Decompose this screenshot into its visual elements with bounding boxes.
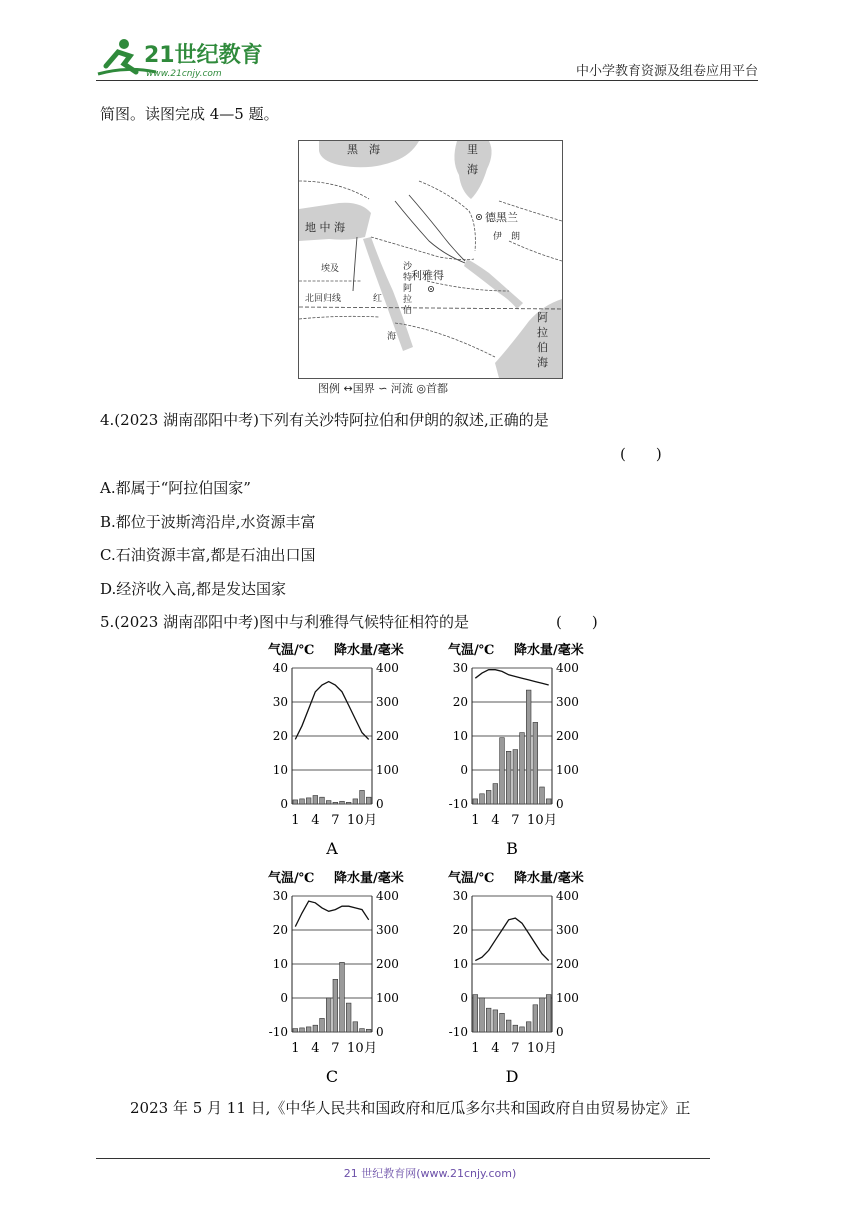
temperature-line — [475, 918, 548, 961]
x-tick-label: 10 — [347, 1041, 364, 1056]
site-logo — [96, 36, 266, 80]
temp-tick-label: 0 — [460, 763, 468, 777]
x-tick-label: 1 — [471, 1041, 480, 1056]
x-tick-label: 4 — [491, 1041, 500, 1056]
precip-bar — [473, 995, 478, 1032]
temp-tick-label: 30 — [452, 889, 468, 903]
map-label-mediterranean: 地 中 海 — [305, 221, 345, 234]
precip-tick-label: 100 — [556, 991, 579, 1005]
temp-tick-label: 20 — [452, 695, 468, 709]
precip-tick-label: 300 — [376, 923, 399, 937]
footer-divider — [96, 1158, 710, 1159]
map-label-arabian-sea-char: 阿 — [537, 311, 548, 324]
x-unit-label: 月 — [544, 1041, 558, 1056]
logo-text: 21世纪教育 — [144, 43, 263, 68]
map-label-iran: 伊 朗 — [493, 232, 521, 242]
precip-bar — [340, 962, 345, 1032]
precip-bar — [473, 799, 478, 804]
x-tick-label: 1 — [471, 813, 480, 828]
temperature-line — [295, 682, 368, 740]
y-axis-label: 气温/℃ — [448, 871, 495, 886]
chart-title: B — [506, 839, 518, 858]
precip-tick-label: 0 — [376, 797, 384, 811]
logo-url: www.21cnjy.com — [146, 69, 222, 79]
climate-chart-C — [268, 870, 404, 1086]
x-tick-label: 1 — [291, 813, 300, 828]
temp-tick-label: 10 — [452, 957, 468, 971]
q4-stem: 4.(2023 湖南邵阳中考)下列有关沙特阿拉伯和伊朗的叙述,正确的是 — [100, 411, 549, 429]
climate-chart-A — [268, 642, 404, 858]
precip-bar — [346, 1003, 351, 1032]
precip-tick-label: 200 — [376, 729, 399, 743]
map-label-saudi-char: 拉 — [403, 295, 413, 305]
precip-bar — [346, 802, 351, 804]
precip-bar — [300, 1028, 305, 1032]
precip-bar — [293, 1029, 298, 1032]
temp-tick-label: 0 — [280, 797, 288, 811]
map-label-red-sea-2: 海 — [387, 332, 397, 342]
map-label-saudi-char: 特 — [403, 273, 413, 283]
map-label-saudi-char: 阿 — [403, 284, 413, 294]
temp-tick-label: 20 — [272, 923, 288, 937]
x-unit-label: 月 — [364, 813, 378, 828]
header-tagline: 中小学教育资源及组卷应用平台 — [575, 64, 758, 79]
temp-tick-label: 20 — [452, 923, 468, 937]
temperature-line — [475, 670, 548, 685]
precip-tick-label: 400 — [556, 889, 579, 903]
precip-bar — [326, 801, 331, 804]
precip-bar — [306, 1027, 311, 1032]
precip-bar — [533, 722, 538, 804]
precip-tick-label: 400 — [556, 661, 579, 675]
precip-tick-label: 100 — [376, 763, 399, 777]
precip-bar — [480, 794, 485, 804]
temp-tick-label: 10 — [272, 957, 288, 971]
precip-tick-label: 200 — [376, 957, 399, 971]
precip-bar — [540, 998, 545, 1032]
precip-bar — [313, 1025, 318, 1032]
q4-option-c: C.石油资源丰富,都是石油出口国 — [100, 546, 316, 564]
x-tick-label: 7 — [331, 1041, 340, 1056]
precip-bar — [293, 800, 298, 804]
map-label-saudi-char: 沙 — [403, 262, 413, 272]
temp-tick-label: 10 — [272, 763, 288, 777]
precip-bar — [360, 790, 365, 804]
map-label-egypt: 埃及 — [321, 264, 340, 274]
header-divider — [96, 80, 758, 81]
intro-text: 简图。读图完成 4—5 题。 — [100, 105, 279, 123]
precip-bar — [313, 796, 318, 805]
footer-text: 21 世纪教育网(www.21cnjy.com) — [343, 1167, 517, 1180]
precip-bar — [500, 1013, 505, 1032]
x-tick-label: 7 — [511, 813, 520, 828]
precip-bar — [540, 787, 545, 804]
map-label-tehran: 德黑兰 — [485, 211, 518, 224]
y2-axis-label: 降水量/毫米 — [334, 871, 404, 886]
precip-bar — [300, 799, 305, 804]
precip-bar — [500, 738, 505, 804]
map-label-arabian-sea-char: 海 — [537, 356, 548, 369]
precip-bar — [513, 750, 518, 804]
precip-bar — [340, 801, 345, 804]
map-label-saudi-char: 伯 — [403, 306, 413, 316]
precip-bar — [533, 1005, 538, 1032]
precip-bar — [353, 799, 358, 804]
map-label-arabian-sea-char: 拉 — [537, 326, 548, 339]
precip-bar — [493, 784, 498, 804]
map-label-tropic: 北回归线 — [305, 294, 342, 304]
precip-tick-label: 0 — [376, 1025, 384, 1039]
precip-bar — [333, 979, 338, 1032]
y2-axis-label: 降水量/毫米 — [514, 871, 584, 886]
precip-tick-label: 200 — [556, 729, 579, 743]
precip-bar — [526, 690, 531, 804]
middle-east-map — [298, 140, 563, 379]
paragraph-text: 2023 年 5 月 11 日,《中华人民共和国政府和厄瓜多尔共和国政府自由贸易协定》正 — [130, 1099, 691, 1117]
x-tick-label: 1 — [291, 1041, 300, 1056]
precip-tick-label: 300 — [376, 695, 399, 709]
q4-option-a: A.都属于“阿拉伯国家” — [100, 479, 251, 497]
temp-tick-label: 30 — [272, 695, 288, 709]
climate-charts — [262, 640, 602, 1090]
x-tick-label: 7 — [511, 1041, 520, 1056]
precip-bar — [326, 998, 331, 1032]
map-label-red-sea-1: 红 — [373, 294, 383, 304]
precip-bar — [486, 790, 491, 804]
chart-title: D — [505, 1067, 519, 1086]
precip-bar — [360, 1029, 365, 1032]
precip-bar — [480, 998, 485, 1032]
precip-bar — [506, 751, 511, 804]
temperature-line — [295, 901, 368, 927]
precip-bar — [306, 798, 311, 804]
climate-chart-D — [448, 870, 584, 1086]
chart-title: A — [326, 839, 338, 858]
temp-tick-label: 20 — [272, 729, 288, 743]
x-tick-label: 4 — [311, 1041, 320, 1056]
x-tick-label: 10 — [527, 813, 544, 828]
precip-tick-label: 300 — [556, 923, 579, 937]
x-tick-label: 10 — [527, 1041, 544, 1056]
temp-tick-label: 30 — [452, 661, 468, 675]
y-axis-label: 气温/℃ — [268, 643, 315, 658]
temp-tick-label: 0 — [280, 991, 288, 1005]
temp-tick-label: 30 — [272, 889, 288, 903]
map-label-riyadh: 利雅得 — [411, 269, 444, 282]
precip-tick-label: 100 — [376, 991, 399, 1005]
precip-tick-label: 400 — [376, 661, 399, 675]
precip-bar — [506, 1020, 511, 1032]
precip-bar — [493, 1010, 498, 1032]
q4-option-b: B.都位于波斯湾沿岸,水资源丰富 — [100, 513, 316, 531]
temp-tick-label: -10 — [448, 1025, 468, 1039]
precip-bar — [320, 797, 325, 804]
precip-tick-label: 0 — [556, 797, 564, 811]
precip-bar — [333, 802, 338, 804]
precip-bar — [520, 1027, 525, 1032]
q4-option-d: D.经济收入高,都是发达国家 — [100, 580, 287, 598]
x-tick-label: 10 — [347, 813, 364, 828]
map-legend: 图例 ↔国界 ∽ 河流 ◎首都 — [318, 382, 449, 395]
precip-bar — [520, 733, 525, 804]
q5-stem: 5.(2023 湖南邵阳中考)图中与利雅得气候特征相符的是 — [100, 613, 469, 631]
q5-answer-blank: ( ) — [556, 613, 598, 631]
precip-bar — [546, 995, 551, 1032]
y2-axis-label: 降水量/毫米 — [514, 643, 584, 658]
x-tick-label: 7 — [331, 813, 340, 828]
precip-tick-label: 400 — [376, 889, 399, 903]
precip-bar — [320, 1018, 325, 1032]
temp-tick-label: 0 — [460, 991, 468, 1005]
map-label-caspian-2: 海 — [467, 163, 478, 176]
precip-tick-label: 200 — [556, 957, 579, 971]
arabian-sea — [495, 299, 562, 378]
y-axis-label: 气温/℃ — [448, 643, 495, 658]
y2-axis-label: 降水量/毫米 — [334, 643, 404, 658]
precip-bar — [366, 797, 371, 804]
q4-answer-blank: ( ) — [620, 445, 662, 463]
temp-tick-label: -10 — [268, 1025, 288, 1039]
precip-tick-label: 300 — [556, 695, 579, 709]
precip-tick-label: 0 — [556, 1025, 564, 1039]
x-tick-label: 4 — [491, 813, 500, 828]
temp-tick-label: -10 — [448, 797, 468, 811]
map-label-arabian-sea-char: 伯 — [537, 341, 548, 354]
precip-tick-label: 100 — [556, 763, 579, 777]
map-label-black-sea: 黑 海 — [347, 143, 380, 156]
x-tick-label: 4 — [311, 813, 320, 828]
precip-bar — [353, 1022, 358, 1032]
precip-bar — [526, 1022, 531, 1032]
chart-title: C — [325, 1067, 339, 1086]
persian-gulf — [464, 259, 523, 309]
precip-bar — [513, 1025, 518, 1032]
temp-tick-label: 10 — [452, 729, 468, 743]
x-unit-label: 月 — [544, 813, 558, 828]
x-unit-label: 月 — [364, 1041, 378, 1056]
map-label-caspian: 里 — [467, 143, 478, 156]
temp-tick-label: 40 — [272, 661, 288, 675]
precip-bar — [546, 799, 551, 804]
precip-bar — [486, 1008, 491, 1032]
precip-bar — [366, 1029, 371, 1032]
climate-chart-B — [448, 642, 584, 858]
y-axis-label: 气温/℃ — [268, 871, 315, 886]
